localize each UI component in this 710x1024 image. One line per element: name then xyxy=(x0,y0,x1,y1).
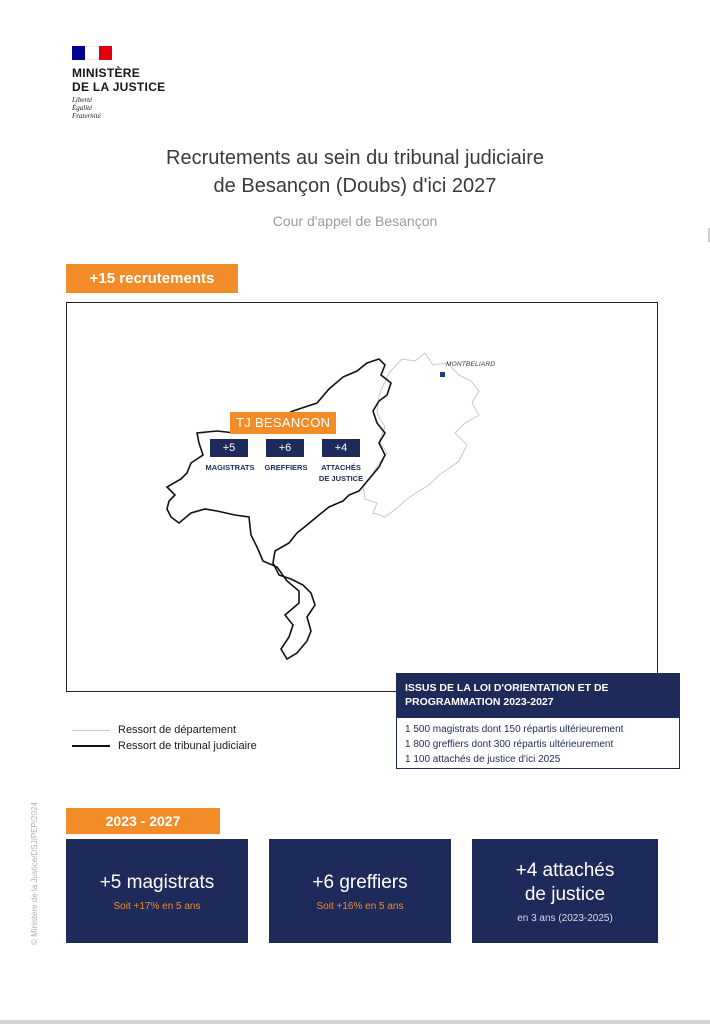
title-line-1: Recrutements au sein du tribunal judiciaire xyxy=(166,147,544,169)
badge-label-greffiers-line: GREFFIERS xyxy=(264,463,308,472)
map-frame xyxy=(66,302,658,692)
department-boundary xyxy=(363,353,479,517)
legend-row-dept xyxy=(72,722,257,738)
law-info-box xyxy=(396,673,680,769)
badge-label-attaches-line-1: ATTACHÉS xyxy=(321,463,361,472)
montbeliard-marker-icon xyxy=(440,372,445,377)
badge-label-magistrats-line: MAGISTRATS xyxy=(205,463,255,472)
title-line-2: de Besançon (Doubs) d'ici 2027 xyxy=(213,175,497,197)
map-legend xyxy=(72,722,257,754)
card-attaches-title-1: +4 attachés xyxy=(515,859,615,881)
logo-line-1: MINISTÈRE xyxy=(72,66,141,80)
copyright-note: © Ministère de la Justice/DSJ/PEP/2024 xyxy=(30,802,39,945)
legend-row-tj xyxy=(72,738,257,754)
tj-besancon-label: TJ BESANCON xyxy=(230,412,336,434)
bottom-divider xyxy=(0,1020,710,1024)
legend-dept-line-icon xyxy=(72,730,110,731)
legend-tj-line-icon xyxy=(72,745,110,747)
law-box-header xyxy=(397,674,679,718)
law-line-attaches: 1 100 attachés de justice d'ici 2025 xyxy=(405,754,561,765)
french-flag-icon xyxy=(72,46,112,60)
card-attaches-title-2: de justice xyxy=(524,883,606,905)
legend-dept-label: Ressort de département xyxy=(118,724,237,736)
card-greffiers xyxy=(269,839,451,943)
page-title xyxy=(0,144,710,200)
card-magistrats-title: +5 magistrats xyxy=(99,871,215,893)
law-header-line-2: PROGRAMMATION 2023-2027 xyxy=(405,696,554,708)
card-greffiers-title: +6 greffiers xyxy=(312,871,408,893)
page-subtitle: Cour d'appel de Besançon xyxy=(272,213,438,229)
card-magistrats xyxy=(66,839,248,943)
badge-label-greffiers xyxy=(262,462,310,473)
law-header-line-1: ISSUS DE LA LOI D'ORIENTATION ET DE xyxy=(405,682,609,694)
period-tag: 2023 - 2027 xyxy=(66,808,220,834)
badge-greffiers: +6 xyxy=(266,439,304,457)
badge-label-magistrats xyxy=(200,462,260,473)
legend-tj-label: Ressort de tribunal judiciaire xyxy=(118,740,257,752)
motto-liberte: Liberté xyxy=(72,96,93,104)
recruit-count-tag: +15 recrutements xyxy=(66,264,238,293)
badge-label-attaches-line-2: DE JUSTICE xyxy=(318,474,364,483)
montbeliard-label: MONTBELIARD xyxy=(446,361,496,368)
card-magistrats-sub: Soit +17% en 5 ans xyxy=(113,900,201,912)
tj-boundary xyxy=(167,359,391,659)
card-greffiers-sub: Soit +16% en 5 ans xyxy=(316,900,404,912)
card-attaches-sub: en 3 ans (2023-2025) xyxy=(517,912,613,924)
card-attaches xyxy=(472,839,658,943)
logo-line-2: DE LA JUSTICE xyxy=(72,80,166,94)
logo-motto xyxy=(72,96,212,120)
map-svg xyxy=(67,303,658,692)
motto-egalite: Égalité xyxy=(72,104,93,112)
law-line-greffiers: 1 800 greffiers dont 300 répartis ultérieurement xyxy=(405,739,614,750)
ministry-logo xyxy=(72,46,212,120)
law-line-magistrats: 1 500 magistrats dont 150 répartis ultérieurement xyxy=(405,724,624,735)
motto-fraternite: Fraternité xyxy=(72,112,101,120)
law-box-body xyxy=(397,718,679,771)
badge-attaches: +4 xyxy=(322,439,360,457)
badge-label-attaches xyxy=(312,462,370,484)
badge-magistrats: +5 xyxy=(210,439,248,457)
